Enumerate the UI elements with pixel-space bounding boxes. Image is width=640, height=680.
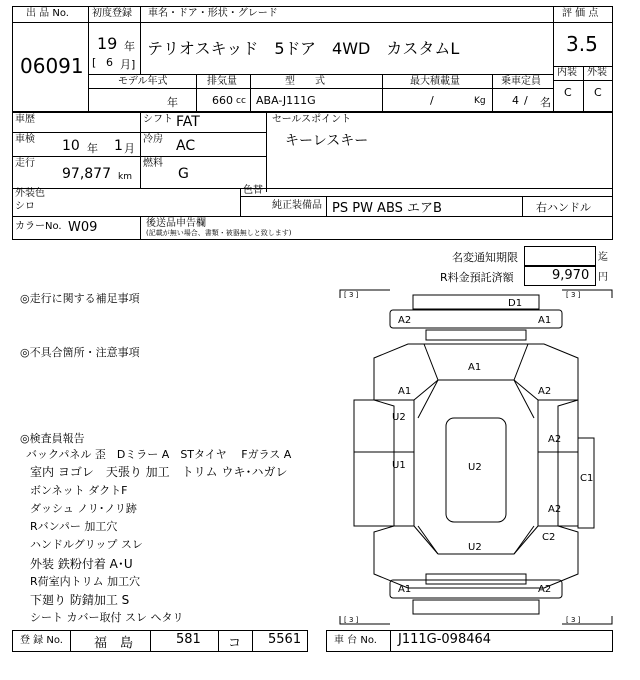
shift-value: FAT	[176, 114, 200, 130]
divider	[250, 74, 251, 112]
ac-label: 冷房	[143, 134, 163, 145]
divider	[218, 630, 219, 652]
max-load-label: 最大積載量	[410, 76, 460, 87]
divider	[150, 630, 151, 652]
reg-month: 6	[106, 56, 113, 69]
inspector-note-line: バックパネル 歪 Dミラー A STタイヤ Fガラス A	[26, 448, 292, 461]
ac-value: AC	[176, 138, 196, 154]
damage-mark: A1	[468, 362, 482, 373]
model-year-unit: 年	[167, 96, 178, 109]
reg-month-unit: 月]	[120, 58, 136, 71]
mileage-unit: km	[118, 172, 132, 182]
inspection-label: 車検	[15, 134, 35, 145]
damage-mark: A2	[538, 584, 552, 595]
mileage-label: 走行	[15, 158, 35, 169]
damage-mark: A2	[548, 434, 562, 445]
divider	[553, 22, 613, 23]
exterior-color: シロ	[15, 201, 35, 212]
score-value: 3.5	[566, 32, 598, 56]
inspector-note-line: 外装 鉄粉付着 A･U	[30, 557, 133, 571]
damage-mark: A1	[538, 315, 552, 326]
divider	[492, 74, 493, 112]
name-change-label: 名変通知期限	[452, 251, 518, 264]
divider	[88, 88, 553, 89]
divider	[553, 80, 613, 81]
equipment-label: 純正装備品	[272, 200, 322, 211]
max-load-unit: Kg	[474, 96, 486, 106]
corner-label: [ 3 ]	[344, 616, 359, 624]
score-label: 評 価 点	[562, 8, 599, 19]
divider	[12, 22, 89, 23]
reg-year: 19	[97, 34, 118, 53]
damage-mark: A2	[548, 504, 562, 515]
damage-mark: C1	[580, 473, 594, 484]
damage-mark: A1	[398, 386, 412, 397]
inspector-note-line: 室内 ヨゴレ 天張り 加工 トリム ウキ･ハガレ	[30, 465, 288, 479]
selling-point: キーレスキー	[285, 133, 369, 149]
model-code-label: 型 式	[285, 76, 325, 87]
divider	[70, 630, 71, 652]
inspector-note-line: シート カバー取付 スレ ヘタリ	[30, 611, 184, 624]
divider	[88, 22, 553, 23]
color-change-label: 色替	[243, 185, 263, 196]
aftermarket-note: (記載が無い場合、書類・被器無しと致します)	[146, 229, 292, 237]
color-no-label: カラーNo.	[15, 221, 62, 232]
inspection-year-unit: 年	[87, 142, 98, 155]
reg-region: 福 島	[94, 636, 134, 651]
divider	[522, 196, 523, 216]
divider	[196, 74, 197, 112]
equipment: PS PW ABS エアB	[332, 201, 442, 216]
divider	[12, 216, 613, 217]
history-label: 車歴	[15, 114, 35, 125]
interior-label: 内装	[557, 67, 577, 78]
inspector-label: ◎検査員報告	[20, 432, 85, 445]
recycle-unit: 円	[598, 272, 608, 283]
exterior-grade: C	[594, 86, 602, 99]
divider	[140, 216, 141, 240]
selling-point-label: セールスポイント	[272, 114, 352, 125]
shift-label: シフト	[143, 114, 173, 125]
capacity-label: 乗車定員	[501, 76, 541, 87]
inspection-month: 1	[114, 138, 123, 154]
inspector-note-line: ハンドルグリップ スレ	[30, 538, 143, 551]
defects-label: ◎不具合箇所・注意事項	[20, 346, 140, 359]
inspector-note-line: ダッシュ ノリ･ノリ跡	[30, 502, 137, 515]
divider	[88, 74, 553, 75]
divider	[140, 112, 141, 188]
inspection-year: 10	[62, 138, 80, 154]
displacement-label: 排気量	[207, 76, 237, 87]
divider	[390, 630, 391, 652]
divider	[583, 66, 584, 112]
damage-mark: U2	[468, 462, 482, 473]
inspection-month-unit: 月	[124, 142, 135, 155]
inspector-note-line: ボンネット ダクトF	[30, 484, 128, 497]
corner-label: [ 3 ]	[566, 291, 581, 299]
exterior-color-label: 外装色	[15, 188, 45, 199]
capacity-sep: /	[524, 94, 528, 107]
inspector-note-line: R荷室内トリム 加工穴	[30, 575, 141, 588]
lot-no: 06091	[20, 54, 84, 78]
aftermarket-label: 後送品申告欄	[146, 218, 206, 229]
damage-mark: C2	[542, 532, 556, 543]
capacity-unit: 名	[540, 96, 551, 109]
first-reg-label: 初度登録	[92, 8, 132, 19]
damage-mark: A1	[398, 584, 412, 595]
model-year-label: モデル年式	[118, 76, 168, 87]
running-notes-label: ◎走行に関する補足事項	[20, 292, 140, 305]
exterior-label: 外装	[587, 67, 607, 78]
name-change-value-box	[524, 246, 596, 266]
steering: 右ハンドル	[536, 201, 591, 214]
divider	[382, 74, 383, 112]
corner-label: [ 3 ]	[344, 291, 359, 299]
damage-mark: A2	[538, 386, 552, 397]
corner-label: [ 3 ]	[566, 616, 581, 624]
reg-class-no: 581	[176, 632, 201, 647]
divider	[140, 6, 141, 22]
divider	[140, 22, 141, 74]
lot-no-label: 出 品 No.	[26, 8, 69, 19]
fuel-value: G	[178, 166, 189, 182]
car-name: テリオスキッド 5ドア 4WD カスタムL	[147, 39, 460, 58]
inspector-note-line: Rバンパー 加工穴	[30, 520, 118, 533]
car-damage-diagram	[338, 288, 614, 626]
reg-month-open: [	[92, 56, 97, 69]
reg-kana: コ	[228, 636, 242, 651]
damage-mark: U1	[392, 460, 406, 471]
color-no: W09	[68, 220, 98, 235]
divider	[240, 188, 241, 216]
car-name-label: 車名・ドア・形状・グレード	[148, 8, 278, 19]
name-change-unit: 迄	[598, 252, 608, 263]
interior-grade: C	[564, 86, 572, 99]
recycle-label: R料金預託済額	[440, 271, 514, 284]
damage-mark: A2	[398, 315, 412, 326]
reg-no-label: 登 録 No.	[20, 635, 63, 646]
displacement-unit: cc	[236, 96, 246, 106]
chassis-label: 車 台 No.	[334, 635, 377, 646]
inspector-note-line: 下廻り 防錆加工 S	[30, 593, 130, 607]
reg-number: 5561	[268, 632, 302, 647]
chassis-no: J111G-098464	[398, 632, 492, 647]
damage-mark: U2	[468, 542, 482, 553]
fuel-label: 燃料	[143, 158, 163, 169]
divider	[266, 112, 267, 192]
divider	[12, 156, 266, 157]
model-code: ABA-J111G	[256, 94, 316, 107]
damage-mark: D1	[508, 298, 523, 309]
max-load-sep: /	[430, 94, 434, 107]
divider	[326, 196, 327, 216]
divider	[252, 630, 253, 652]
reg-year-unit: 年	[124, 40, 135, 53]
mileage-value: 97,877	[62, 166, 111, 182]
damage-mark: U2	[392, 412, 406, 423]
capacity: 4	[512, 94, 519, 107]
divider	[12, 188, 613, 189]
displacement: 660	[212, 94, 233, 107]
recycle-value: 9,970	[552, 268, 590, 283]
divider	[12, 132, 266, 133]
